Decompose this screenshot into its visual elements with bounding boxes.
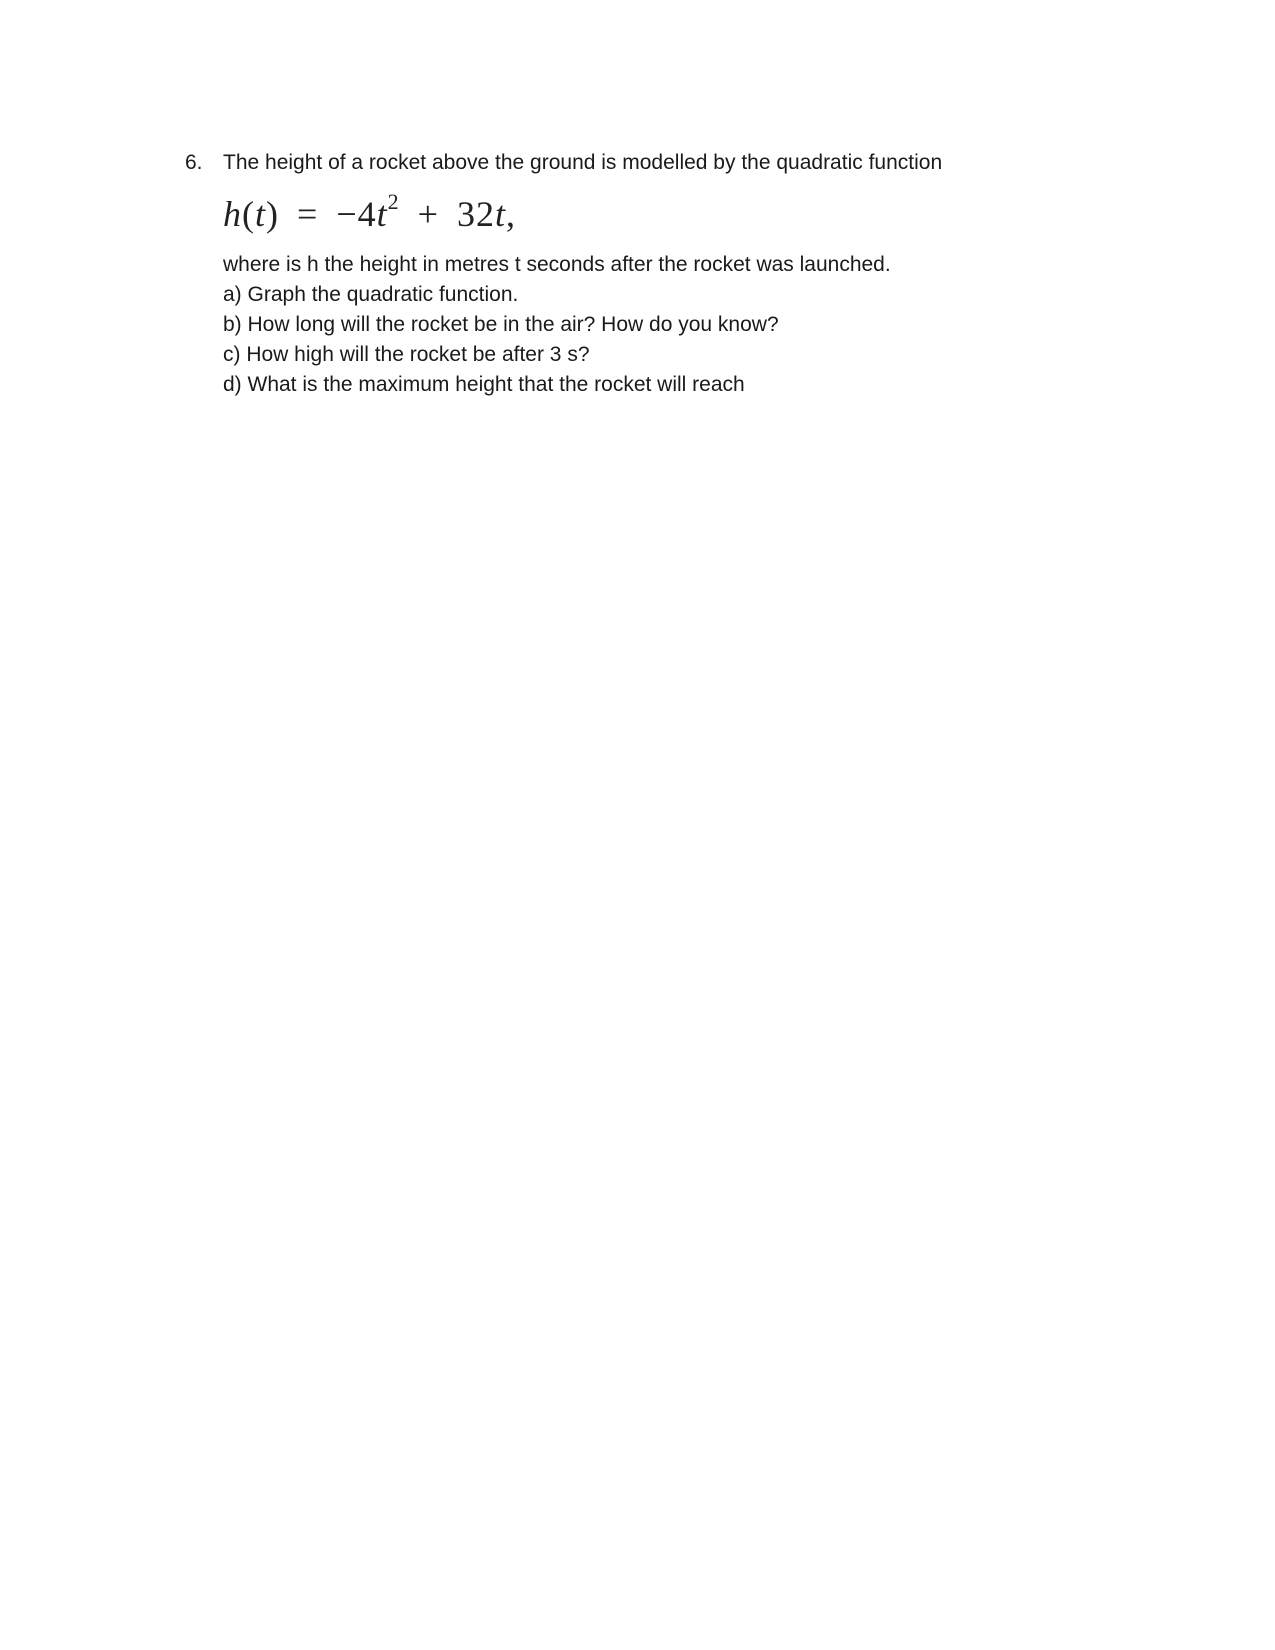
formula-close-paren: ) (266, 194, 280, 234)
formula-linear-variable: t (494, 194, 506, 234)
part-b: b) How long will the rocket be in the air? How do you know? (223, 313, 779, 336)
formula-comma: , (505, 194, 516, 234)
formula-variable: t (255, 194, 267, 234)
formula-open-paren: ( (242, 194, 255, 234)
formula-exponent: 2 (387, 189, 400, 214)
formula-function-name: h (223, 194, 242, 234)
part-d: d) What is the maximum height that the rocket will reach (223, 373, 745, 396)
part-c: c) How high will the rocket be after 3 s? (223, 343, 590, 366)
formula-linear-coefficient: 32 (456, 194, 495, 234)
formula-coefficient: −4 (336, 194, 377, 234)
formula-plus: + (417, 194, 439, 234)
question-6 (185, 150, 1085, 400)
quadratic-formula (223, 184, 1085, 232)
question-number: 6. (185, 151, 203, 174)
formula-equals: = (297, 194, 319, 234)
question-intro: The height of a rocket above the ground is modelled by the quadratic function (223, 151, 943, 174)
part-a: a) Graph the quadratic function. (223, 283, 519, 306)
question-context: where is h the height in metres t seconds after the rocket was launched. (223, 253, 891, 276)
question-body (223, 250, 1085, 400)
question-header (185, 150, 1085, 176)
formula-squared-variable: t (376, 194, 388, 234)
